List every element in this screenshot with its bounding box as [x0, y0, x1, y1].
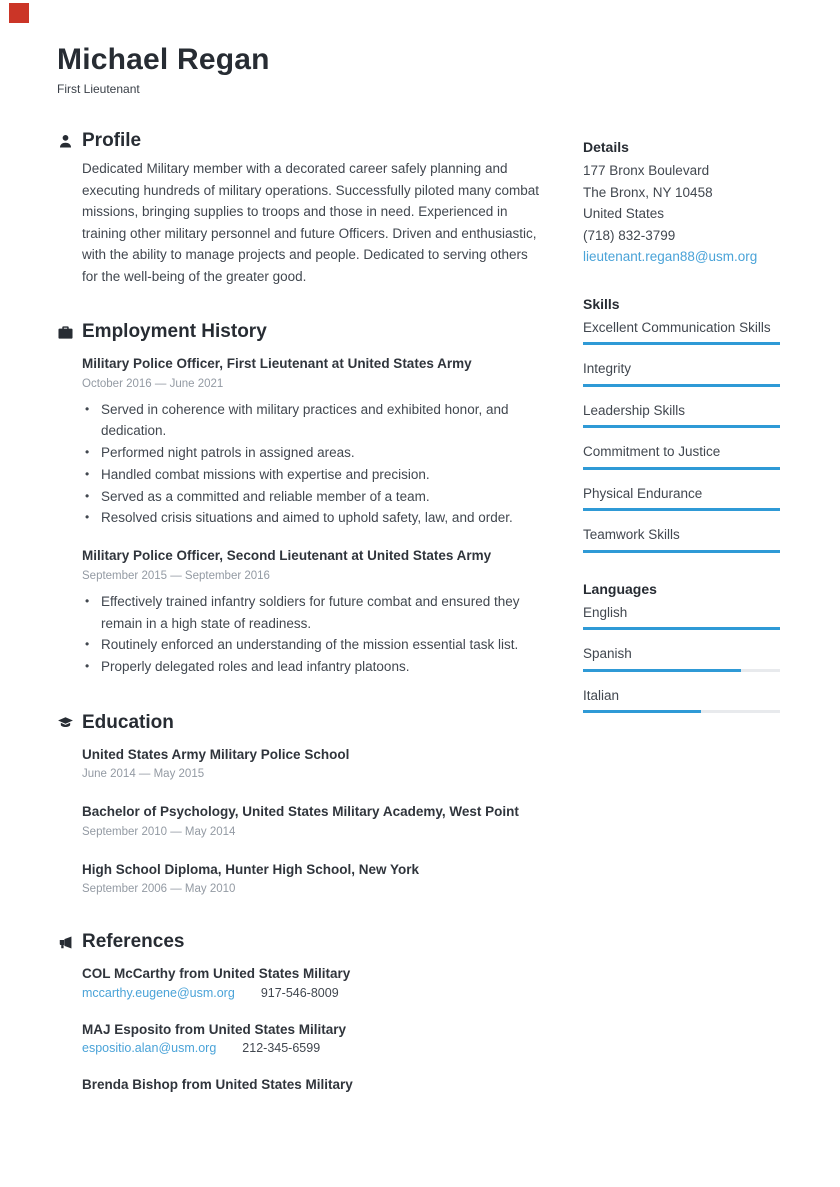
- job-dates: October 2016 — June 2021: [82, 377, 224, 390]
- job-bullet: • Resolved crisis situations and aimed to uphold safety, law, and order.: [82, 507, 547, 529]
- sidebar-skills: [583, 294, 780, 553]
- language-item: [583, 685, 780, 714]
- education-entry: [82, 801, 547, 840]
- language-label: Italian: [583, 687, 620, 703]
- details-heading: Details: [583, 139, 629, 155]
- email-link[interactable]: lieutenant.regan88@usm.org: [583, 249, 758, 264]
- briefcase-icon: [57, 324, 74, 341]
- skill-label: Teamwork Skills: [583, 527, 680, 542]
- graduation-cap-icon: [57, 714, 74, 731]
- reference-phone: 917-546-8009: [260, 985, 339, 1000]
- education-entry: [82, 859, 547, 898]
- job-bullet: • Properly delegated roles and lead infantry platoons.: [82, 656, 547, 678]
- job-bullet: • Performed night patrols in assigned areas.: [82, 442, 547, 464]
- address-country: United States: [583, 206, 665, 221]
- language-bar-fill: [583, 627, 780, 630]
- job-bullet: • Routinely enforced an understanding of the mission essential task list.: [82, 634, 547, 656]
- education-dates: September 2010 — May 2014: [82, 825, 236, 838]
- education-dates: June 2014 — May 2015: [82, 768, 205, 781]
- section-education: [57, 711, 547, 898]
- section-employment: [57, 320, 547, 678]
- skill-label: Excellent Communication Skills: [583, 319, 771, 335]
- skill-bar: [583, 467, 780, 470]
- language-item: [583, 643, 780, 672]
- language-bar-fill: [583, 669, 741, 672]
- reference-name: Brenda Bishop from United States Military: [82, 1077, 353, 1093]
- reference-name: MAJ Esposito from United States Military: [82, 1021, 347, 1037]
- skill-bar: [583, 384, 780, 387]
- skill-label: Commitment to Justice: [583, 444, 721, 459]
- job-bullet: • Served as a committed and reliable member of a team.: [82, 486, 547, 508]
- reference-phone: 212-345-6599: [242, 1041, 321, 1056]
- reference-email-link[interactable]: mccarthy.eugene@usm.org: [82, 985, 235, 1000]
- job-dates: September 2015 — September 2016: [82, 569, 270, 582]
- job-bullet-list: [82, 591, 547, 678]
- job-bullet: • Effectively trained infantry soldiers for future combat and ensured they remain in a high state of readiness.: [82, 591, 547, 635]
- language-item: [583, 602, 780, 631]
- section-references: [57, 930, 547, 1096]
- languages-heading: Languages: [583, 580, 657, 597]
- reference-entry: [82, 1019, 547, 1056]
- job-bullet: • Handled combat missions with expertise and precision.: [82, 464, 547, 486]
- job-title: Military Police Officer, Second Lieutenant at United States Army: [82, 548, 492, 564]
- references-heading: References: [82, 931, 185, 953]
- reference-entry: [82, 1074, 547, 1096]
- candidate-name: Michael Regan: [57, 43, 270, 76]
- profile-heading: Profile: [82, 130, 142, 151]
- address-line-1: 177 Bronx Boulevard: [583, 163, 710, 178]
- skill-bar: [583, 550, 780, 553]
- main-column: [57, 40, 547, 1096]
- skill-label: Integrity: [583, 361, 632, 376]
- skill-bar: [583, 342, 780, 345]
- sidebar: [583, 40, 780, 1096]
- skill-bar: [583, 425, 780, 428]
- skill-item: [583, 483, 780, 512]
- language-label: English: [583, 604, 628, 620]
- skill-label: Physical Endurance: [583, 485, 703, 501]
- reference-email-link[interactable]: espositio.alan@usm.org: [82, 1041, 217, 1056]
- red-marker: [9, 3, 29, 23]
- skill-item: [583, 358, 780, 387]
- education-title: High School Diploma, Hunter High School, New York: [82, 861, 420, 877]
- skill-item: [583, 317, 780, 346]
- language-bar: [583, 627, 780, 630]
- skill-bar-fill: [583, 342, 780, 345]
- address-line-2: The Bronx, NY 10458: [583, 184, 713, 200]
- education-entry: [82, 744, 547, 783]
- language-bar: [583, 669, 780, 672]
- job-title: Military Police Officer, First Lieutenant at United States Army: [82, 356, 472, 371]
- job-entry: [82, 353, 547, 529]
- skills-heading: Skills: [583, 295, 620, 312]
- skill-bar-fill: [583, 467, 780, 470]
- employment-heading: Employment History: [82, 321, 267, 342]
- phone-number: (718) 832-3799: [583, 227, 676, 243]
- education-heading: Education: [82, 711, 174, 733]
- skill-bar-fill: [583, 384, 780, 387]
- reference-name: COL McCarthy from United States Military: [82, 966, 351, 982]
- section-profile: [57, 129, 547, 287]
- profile-text: Dedicated Military member with a decorated career safely planning and executing hundreds of military operations. Successfully piloted many combat missions, bringing supplies to troops and those in need. Experienced in training other military personnel and future Officers. Driven and enthusiastic, with the ability to manage projects and people. Dedicated to serving others for the well-being of the greater good.: [82, 161, 539, 284]
- reference-entry: [82, 963, 547, 1000]
- skill-bar-fill: [583, 550, 780, 553]
- skill-bar-fill: [583, 425, 780, 428]
- education-title: Bachelor of Psychology, United States Military Academy, West Point: [82, 804, 519, 820]
- language-bar: [583, 710, 780, 713]
- header: [57, 40, 547, 96]
- skill-item: [583, 400, 780, 429]
- megaphone-icon: [57, 934, 74, 951]
- language-bar-fill: [583, 710, 701, 713]
- skill-item: [583, 441, 780, 470]
- person-icon: [57, 133, 74, 150]
- job-bullet: • Served in coherence with military practices and exhibited honor, and dedication.: [82, 399, 547, 443]
- candidate-job-title: First Lieutenant: [57, 82, 140, 96]
- education-title: United States Army Military Police School: [82, 746, 350, 762]
- skill-bar-fill: [583, 508, 780, 511]
- job-entry: [82, 545, 547, 678]
- sidebar-details: [583, 137, 780, 268]
- language-label: Spanish: [583, 646, 632, 661]
- skill-item: [583, 524, 780, 553]
- skill-label: Leadership Skills: [583, 402, 686, 418]
- sidebar-languages: [583, 579, 780, 714]
- job-bullet-list: [82, 399, 547, 530]
- education-dates: September 2006 — May 2010: [82, 883, 236, 896]
- skill-bar: [583, 508, 780, 511]
